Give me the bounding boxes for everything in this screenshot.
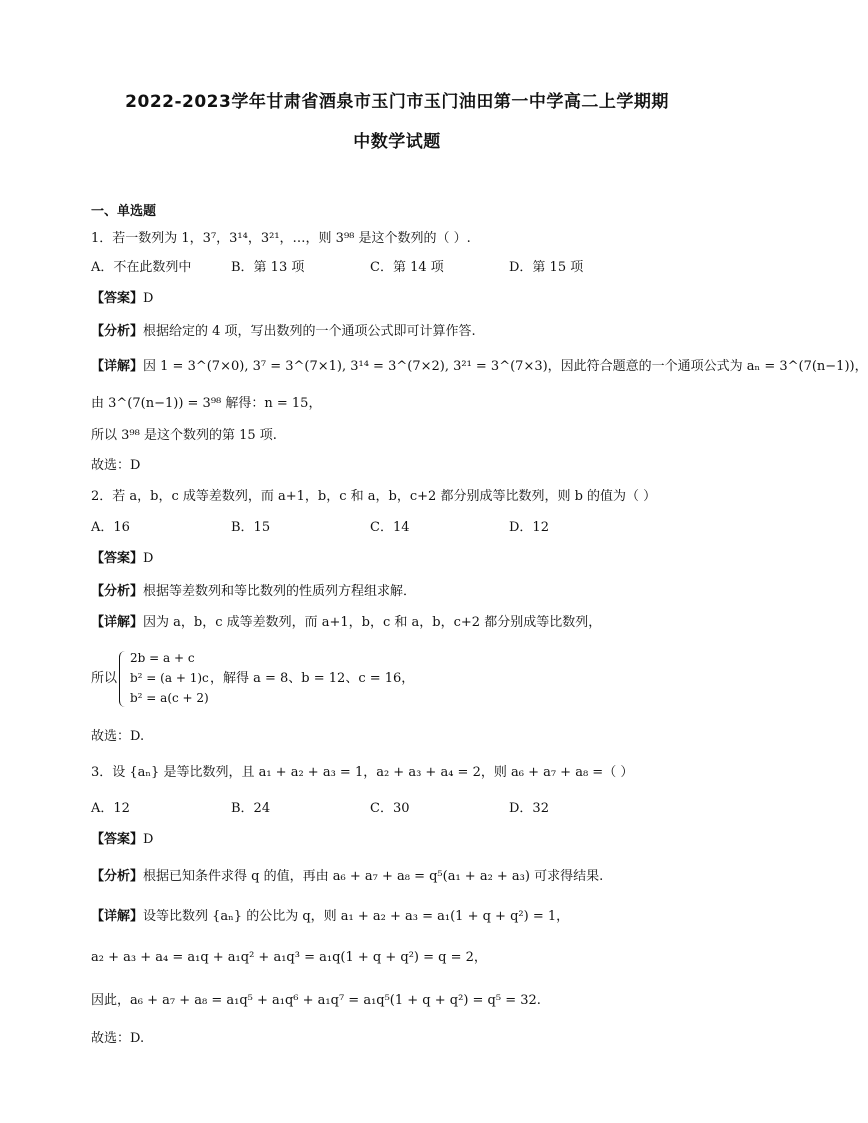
q1-option-b: B．第 13 项 — [231, 260, 305, 275]
q3-answer — [91, 831, 153, 849]
analysis-tag: 【分析】 — [91, 324, 144, 339]
q1-detail-2: 由 3^(7(n−1)) = 3⁹⁸ 解得：n = 15， — [91, 396, 322, 411]
q2-system-eq-3: b² = a(c + 2) — [130, 691, 209, 705]
q2-system-prefix: 所以 — [91, 671, 118, 686]
q2-option-c: C．14 — [370, 520, 410, 535]
detail-text: 因 1 = 3^(7×0), 3⁷ = 3^(7×1), 3¹⁴ = 3^(7×2), 3²¹ = 3^(7×3)，因此符合题意的一个通项公式为 aₙ = 3^(7(n−1))， — [143, 359, 868, 374]
analysis-text: 根据等差数列和等比数列的性质列方程组求解． — [143, 584, 417, 599]
q3-conclusion: 故选：D. — [91, 1031, 145, 1046]
answer-tag: 【答案】 — [91, 291, 144, 306]
q2-analysis — [91, 583, 416, 601]
q1-option-a: A．不在此数列中 — [91, 260, 192, 275]
analysis-tag: 【分析】 — [91, 584, 144, 599]
q1-detail-1 — [91, 358, 868, 376]
q3-option-b: B．24 — [231, 801, 271, 816]
detail-text: 因为 a，b，c 成等差数列，而 a+1，b，c 和 a，b，c+2 都分别成等比数列， — [143, 615, 602, 630]
q2-detail-1 — [91, 614, 601, 632]
analysis-text: 根据已知条件求得 q 的值，再由 a₆ + a₇ + a₈ = q⁵(a₁ + a₂ + a₃) 可求得结果. — [143, 869, 604, 884]
q3-analysis — [91, 868, 603, 886]
detail-tag: 【详解】 — [91, 909, 144, 924]
q2-system-eq-2: b² = (a + 1)c — [130, 671, 209, 685]
q1-analysis — [91, 323, 476, 341]
q3-option-d: D．32 — [509, 801, 549, 816]
q2-stem: 2．若 a，b，c 成等差数列，而 a+1，b，c 和 a，b，c+2 都分别成等比数列，则 b 的值为（ ） — [91, 489, 657, 504]
q2-answer — [91, 550, 153, 568]
answer-value: D — [143, 291, 154, 306]
q3-option-a: A．12 — [91, 801, 130, 816]
section-heading: 一、单选题 — [91, 204, 157, 219]
document-title-line-2: 中数学试题 — [353, 132, 441, 152]
q1-option-d: D．第 15 项 — [509, 260, 584, 275]
detail-tag: 【详解】 — [91, 615, 144, 630]
detail-tag: 【详解】 — [91, 359, 144, 374]
equation-brace — [119, 651, 128, 707]
q2-option-b: B．15 — [231, 520, 271, 535]
analysis-tag: 【分析】 — [91, 869, 144, 884]
q2-conclusion: 故选：D. — [91, 729, 145, 744]
q1-option-c: C．第 14 项 — [370, 260, 444, 275]
q3-option-c: C．30 — [370, 801, 410, 816]
q2-system-eq-1: 2b = a + c — [130, 651, 195, 665]
q2-option-a: A．16 — [91, 520, 130, 535]
answer-tag: 【答案】 — [91, 551, 144, 566]
q3-detail-3: 因此，a₆ + a₇ + a₈ = a₁q⁵ + a₁q⁶ + a₁q⁷ = a₁q⁵(1 + q + q²) = q⁵ = 32. — [91, 993, 541, 1008]
q1-stem: 1．若一数列为 1，3⁷，3¹⁴，3²¹，…，则 3⁹⁸ 是这个数列的（ ）. — [91, 231, 471, 246]
q2-system-solution: ，解得 a = 8、b = 12、c = 16， — [210, 671, 415, 686]
answer-value: D — [143, 551, 154, 566]
detail-text: 设等比数列 {aₙ} 的公比为 q，则 a₁ + a₂ + a₃ = a₁(1 + q + q²) = 1， — [143, 909, 570, 924]
q3-detail-2: a₂ + a₃ + a₄ = a₁q + a₁q² + a₁q³ = a₁q(1 + q + q²) = q = 2， — [91, 950, 487, 965]
q1-answer — [91, 290, 153, 308]
document-title-line-1: 2022-2023学年甘肃省酒泉市玉门市玉门油田第一中学高二上学期期 — [125, 92, 669, 112]
q2-option-d: D．12 — [509, 520, 549, 535]
q1-conclusion: 故选：D — [91, 458, 141, 473]
analysis-text: 根据给定的 4 项，写出数列的一个通项公式即可计算作答. — [143, 324, 476, 339]
answer-value: D — [143, 832, 154, 847]
q3-stem: 3．设 {aₙ} 是等比数列，且 a₁ + a₂ + a₃ = 1，a₂ + a₃ + a₄ = 2，则 a₆ + a₇ + a₈ =（ ） — [91, 765, 634, 780]
q3-detail-1 — [91, 908, 569, 926]
answer-tag: 【答案】 — [91, 832, 144, 847]
q1-detail-3: 所以 3⁹⁸ 是这个数列的第 15 项. — [91, 428, 277, 443]
